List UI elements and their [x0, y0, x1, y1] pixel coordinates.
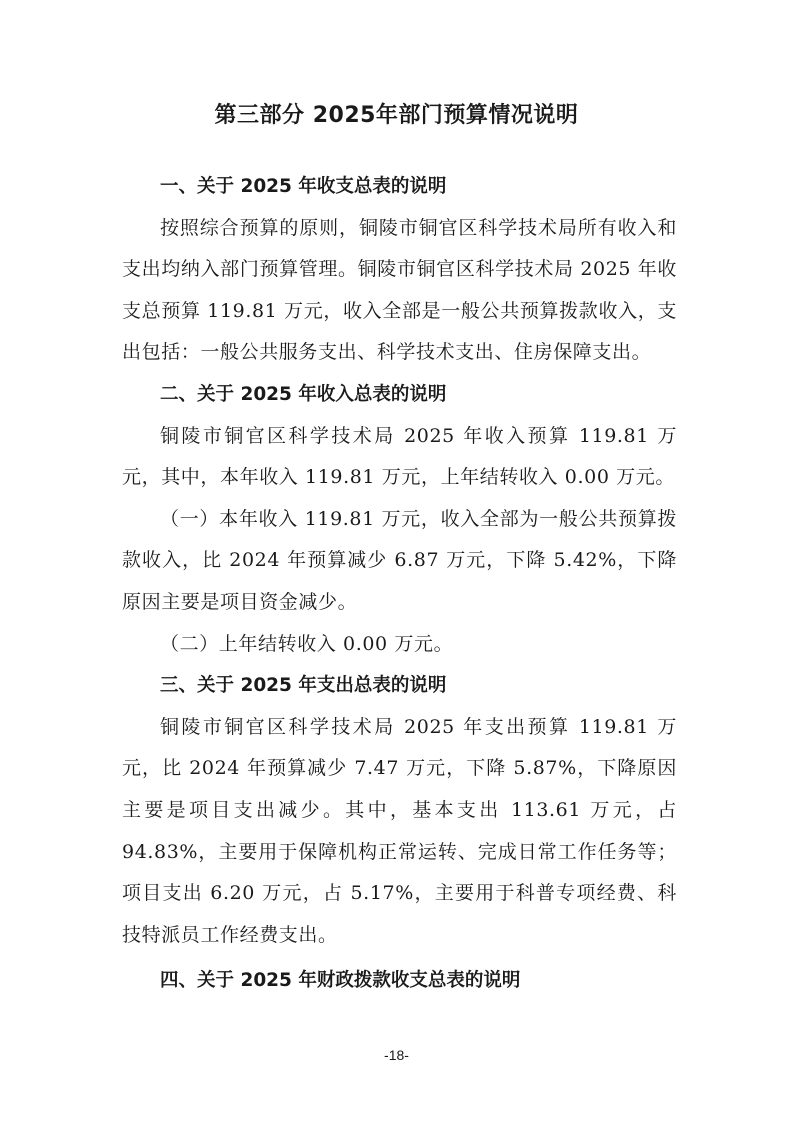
page-number: -18-	[384, 1047, 409, 1063]
section-heading-1: 一、关于 2025 年收支总表的说明	[160, 176, 447, 197]
section-2-paragraph-3: （二）上年结转收入 0.00 万元。	[160, 632, 454, 655]
document-body	[122, 166, 677, 1002]
section-heading-2: 二、关于 2025 年收入总表的说明	[160, 383, 447, 405]
section-1-paragraph-1: 按照综合预算的原则，铜陵市铜官区科学技术局所有收入和支出均纳入部门预算管理。铜陵市铜官区科学技术局 2025 年收支总预算 119.81 万元，收入全部是一般公共预算拨款收入，支出包括：一般公共服务支出、科学技术支出、住房保障支出。	[122, 216, 677, 364]
section-2-paragraph-2: （一）本年收入 119.81 万元，收入全部为一般公共预算拨款收入，比 2024 年预算减少 6.87 万元，下降 5.42%，下降原因主要是项目资金减少。	[122, 507, 677, 613]
section-heading-3: 三、关于 2025 年支出总表的说明	[160, 675, 447, 697]
section-3-paragraph-1: 铜陵市铜官区科学技术局 2025 年支出预算 119.81 万元，比 2024 年预算减少 7.47 万元，下降 5.87%，下降原因主要是项目支出减少。其中，基本支出 113.61 万元，占 94.83%，主要用于保障机构正常运转、完成日常工作任务等；项目支出 6.20 万元，占 5.17%，主要用于科普专项经费、科技特派员工作经费支出。	[122, 715, 677, 946]
section-2-paragraph-1: 铜陵市铜官区科学技术局 2025 年收入预算 119.81 万元，其中，本年收入 119.81 万元，上年结转收入 0.00 万元。	[122, 424, 677, 489]
section-heading-4: 四、关于 2025 年财政拨款收支总表的说明	[160, 970, 521, 992]
page-title: 第三部分 2025年部门预算情况说明	[214, 103, 579, 128]
